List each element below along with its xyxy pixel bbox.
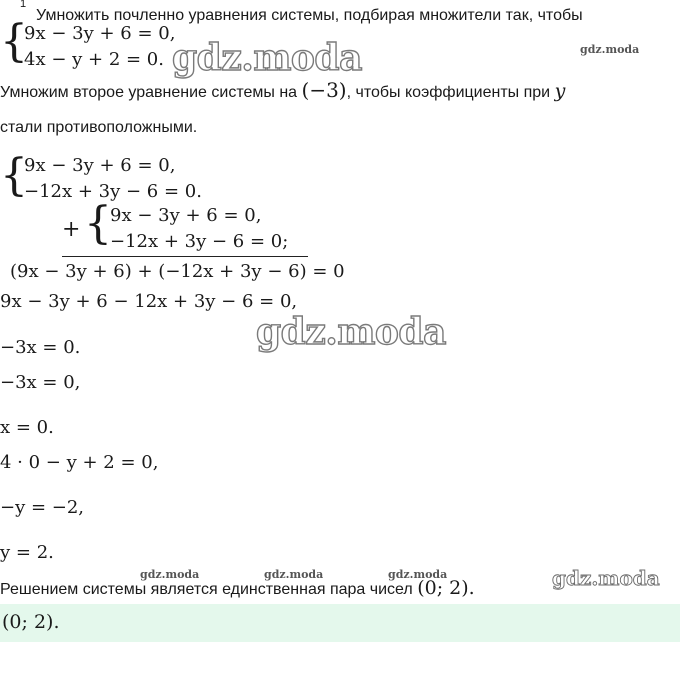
- step-x: x = 0.: [0, 417, 54, 438]
- watermark-small-2: gdz.moda: [264, 568, 324, 581]
- step-minus-y: −y = −2,: [0, 497, 85, 518]
- explanation-text-a: Умножим второе уравнение системы на: [0, 84, 298, 101]
- system-brace-icon: {: [0, 16, 28, 67]
- sum-eq2: −12x + 3y − 6 = 0;: [110, 231, 289, 252]
- watermark-logo-middle: gdz.moda: [256, 311, 446, 353]
- system-brace-icon: {: [0, 150, 28, 201]
- explanation-multiplier: (−3): [301, 78, 347, 102]
- step-substitute: 4 · 0 − y + 2 = 0,: [0, 452, 159, 473]
- explanation-line2: стали противоположными.: [0, 119, 198, 136]
- conclusion-text: Решением системы является единственная пара чисел: [0, 581, 413, 598]
- multiplied-eq1: 9x − 3y + 6 = 0,: [24, 155, 176, 176]
- sum-underline: [62, 256, 308, 257]
- plus-sign: +: [62, 217, 81, 242]
- task-statement: Умножить почленно уравнения системы, подбирая множители так, чтобы: [36, 7, 583, 24]
- initial-eq1: 9x − 3y + 6 = 0,: [24, 23, 176, 44]
- watermark-small-3: gdz.moda: [388, 568, 448, 581]
- initial-eq2: 4x − y + 2 = 0.: [24, 49, 164, 70]
- step-repeat: −3x = 0,: [0, 372, 81, 393]
- explanation-line1: [0, 80, 565, 103]
- watermark-small-top: gdz.moda: [580, 43, 640, 56]
- multiplied-eq2: −12x + 3y − 6 = 0.: [24, 181, 202, 202]
- sum-eq1: 9x − 3y + 6 = 0,: [110, 205, 262, 226]
- answer-box: [0, 604, 680, 642]
- explanation-text-b: , чтобы коэффициенты при: [346, 84, 551, 101]
- conclusion-pair: (0; 2).: [417, 577, 475, 599]
- step-combine: −3x = 0.: [0, 337, 81, 358]
- step-y: y = 2.: [0, 542, 54, 563]
- watermark-logo-bottom: gdz.moda: [552, 566, 660, 590]
- watermark-small-1: gdz.moda: [140, 568, 200, 581]
- step-expand: 9x − 3y + 6 − 12x + 3y − 6 = 0,: [0, 291, 298, 312]
- system-brace-icon: {: [84, 198, 112, 249]
- answer-value: (0; 2).: [2, 611, 60, 633]
- step-sum: (9x − 3y + 6) + (−12x + 3y − 6) = 0: [10, 261, 345, 282]
- watermark-logo-top: gdz.moda: [172, 37, 362, 79]
- explanation-var-y: y: [554, 80, 566, 102]
- conclusion-line: [0, 578, 475, 600]
- task-number: 1: [20, 0, 27, 10]
